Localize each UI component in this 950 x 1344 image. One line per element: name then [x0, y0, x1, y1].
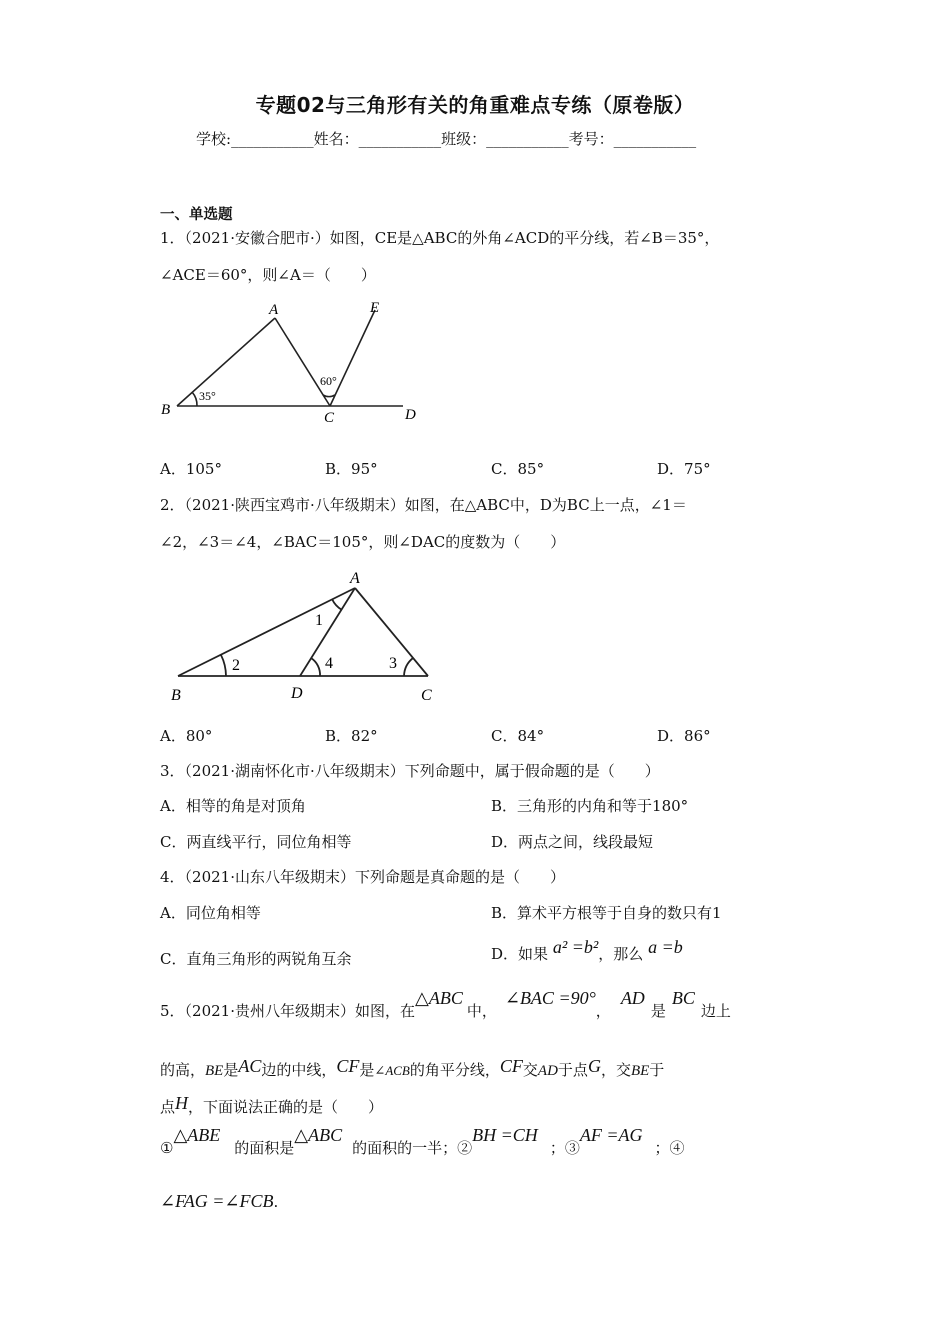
- q5-math-cf-2: CF: [499, 1056, 523, 1076]
- q5-math-fag-fcb: ∠FAG =∠FCB: [160, 1191, 274, 1211]
- q1-option-c[interactable]: C．85°: [491, 460, 545, 478]
- q5-text: ，: [595, 1002, 611, 1020]
- q5-text: 是: [359, 1061, 375, 1079]
- q2-stem-line1: 2．（2021·陕西宝鸡市·八年级期末）如图，在△ABC中，D为BC上一点，∠1＝: [160, 496, 687, 514]
- q2-option-b[interactable]: B．82°: [325, 727, 378, 745]
- q1-option-a[interactable]: A．105°: [160, 460, 222, 478]
- class-blank[interactable]: ___________: [486, 130, 569, 148]
- q5-text: 的面积是: [234, 1139, 295, 1157]
- q5-line3: [160, 1093, 383, 1120]
- q1-figure: [155, 296, 430, 428]
- q3-option-c[interactable]: C．两直线平行，同位角相等: [160, 833, 352, 851]
- q5-text: 是: [223, 1061, 239, 1079]
- q5-math-g: G: [587, 1056, 601, 1076]
- exam-label: 考号：: [568, 130, 614, 148]
- q5-text: 的高，: [160, 1061, 206, 1079]
- q5-text: ；④: [654, 1139, 685, 1157]
- q1-label-e: E: [370, 300, 380, 316]
- q1-angle-35: 35°: [199, 389, 216, 403]
- q5-math-triangle-abe: △ABE: [173, 1125, 221, 1145]
- q1-label-c: C: [324, 410, 335, 426]
- q1-line-ce: [330, 310, 375, 406]
- q5-math-bc: BC: [671, 988, 695, 1008]
- school-label: 学校:: [196, 130, 232, 148]
- q5-line2: [160, 1056, 664, 1084]
- q5-text: ，下面说法正确的是（ ）: [188, 1098, 384, 1116]
- q1-label-d: D: [405, 407, 416, 423]
- q5-text: ，交: [600, 1061, 631, 1079]
- school-blank[interactable]: ___________: [231, 130, 314, 148]
- q5-text: 交: [522, 1061, 538, 1079]
- q5-line4: [160, 1125, 685, 1163]
- q5-line5: [160, 1188, 278, 1215]
- q4-option-c[interactable]: C．直角三角形的两锐角互余: [160, 950, 352, 968]
- q5-text: 边的中线，: [261, 1061, 337, 1079]
- q2-label-c: C: [421, 687, 432, 704]
- q1-label-b: B: [161, 402, 171, 418]
- q2-option-d[interactable]: D．86°: [657, 727, 711, 745]
- q5-text: ；③: [549, 1139, 580, 1157]
- q2-option-a[interactable]: A．80°: [160, 727, 213, 745]
- q4-option-a[interactable]: A．同位角相等: [160, 904, 261, 922]
- q5-math-cf: CF: [336, 1056, 360, 1076]
- q3-option-b[interactable]: B．三角形的内角和等于180°: [491, 797, 689, 815]
- q1-arc-b: [192, 392, 197, 406]
- section-heading: 一、单选题: [160, 207, 233, 223]
- q1-stem-line2: ∠ACE＝60°，则∠A＝（ ）: [160, 266, 376, 284]
- q1-line-ac: [275, 318, 330, 406]
- q2-angle-4: 4: [325, 655, 333, 672]
- q5-math-triangle-abc-2: △ABC: [294, 1125, 343, 1145]
- q3-stem: 3．（2021·湖南怀化市·八年级期末）下列命题中，属于假命题的是（ ）: [160, 762, 660, 780]
- q2-angle-3: 3: [389, 655, 397, 672]
- page-title: 专题02与三角形有关的角重难点专练（原卷版）: [255, 93, 695, 117]
- q1-option-b[interactable]: B．95°: [325, 460, 378, 478]
- q5-math-bh-ch: BH =CH: [472, 1125, 538, 1145]
- q2-label-a: A: [350, 570, 360, 587]
- q5-text: 的角平分线，: [409, 1061, 500, 1079]
- q5-math-be: BE: [205, 1063, 224, 1079]
- q4-stem: 4．（2021·山东八年级期末）下列命题是真命题的是（ ）: [160, 868, 565, 886]
- q2-figure: [160, 564, 450, 709]
- q5-text: 边上: [700, 1002, 731, 1020]
- q2-angle-2: 2: [232, 657, 240, 674]
- q5-text: 5．（2021·贵州八年级期末）如图，在: [160, 1002, 415, 1020]
- q2-arc-2: [221, 655, 226, 676]
- q5-text: 中，: [466, 1002, 497, 1020]
- q5-text: 于: [649, 1061, 665, 1079]
- q5-math-triangle-abc: △ABC: [415, 988, 463, 1008]
- q1-label-a: A: [269, 302, 279, 318]
- q4-option-d[interactable]: [491, 938, 683, 969]
- q4-option-b[interactable]: B．算术平方根等于自身的数只有1: [491, 904, 722, 922]
- exam-blank[interactable]: ___________: [613, 130, 697, 148]
- q2-label-b: B: [171, 687, 181, 704]
- q2-arc-1: [332, 599, 342, 610]
- q5-math-ad-2: AD: [537, 1063, 558, 1079]
- q2-label-d: D: [291, 685, 303, 702]
- q3-option-a[interactable]: A．相等的角是对顶角: [160, 797, 306, 815]
- q5-text: 是: [650, 1002, 666, 1020]
- q5-text: ①: [160, 1139, 174, 1157]
- q2-option-c[interactable]: C．84°: [491, 727, 545, 745]
- name-label: 姓名：: [313, 130, 359, 148]
- q5-math-ac: AC: [238, 1056, 262, 1076]
- q1-option-d[interactable]: D．75°: [657, 460, 711, 478]
- q5-math-h: H: [175, 1093, 189, 1113]
- q4-math-a2-b2: a² =b²: [552, 937, 599, 957]
- q5-math-angle-acb: ∠ACB: [374, 1063, 410, 1078]
- q2-arc-4: [311, 658, 320, 676]
- class-label: 班级：: [441, 130, 487, 148]
- q1-stem-line1: 1．（2021·安徽合肥市·）如图，CE是△ABC的外角∠ACD的平分线，若∠B＝35°，: [160, 229, 720, 247]
- q2-angle-1: 1: [315, 612, 323, 629]
- q5-text: .: [273, 1193, 279, 1211]
- name-blank[interactable]: ___________: [358, 130, 442, 148]
- q5-text: 于点: [557, 1061, 588, 1079]
- q4-option-d-mid: ，那么: [598, 945, 644, 963]
- q5-text: 的面积的一半；②: [352, 1139, 473, 1157]
- q1-arc-c: [323, 395, 335, 397]
- q2-arc-3: [404, 658, 413, 676]
- q5-math-angle-bac: ∠BAC =90°: [504, 988, 596, 1008]
- q4-math-a-eq-b: a =b: [648, 937, 683, 957]
- student-info-line: [196, 128, 696, 149]
- q3-option-d[interactable]: D．两点之间，线段最短: [491, 833, 654, 851]
- q2-stem-line2: ∠2，∠3＝∠4，∠BAC＝105°，则∠DAC的度数为（ ）: [160, 533, 566, 551]
- q5-line1: [160, 988, 731, 1026]
- q4-option-d-prefix: D．如果: [491, 945, 549, 963]
- q5-text: 点: [160, 1098, 176, 1116]
- q5-math-be-2: BE: [630, 1063, 650, 1079]
- q5-math-ad: AD: [620, 988, 645, 1008]
- q5-math-af-ag: AF =AG: [579, 1125, 643, 1145]
- q1-angle-60: 60°: [320, 374, 337, 388]
